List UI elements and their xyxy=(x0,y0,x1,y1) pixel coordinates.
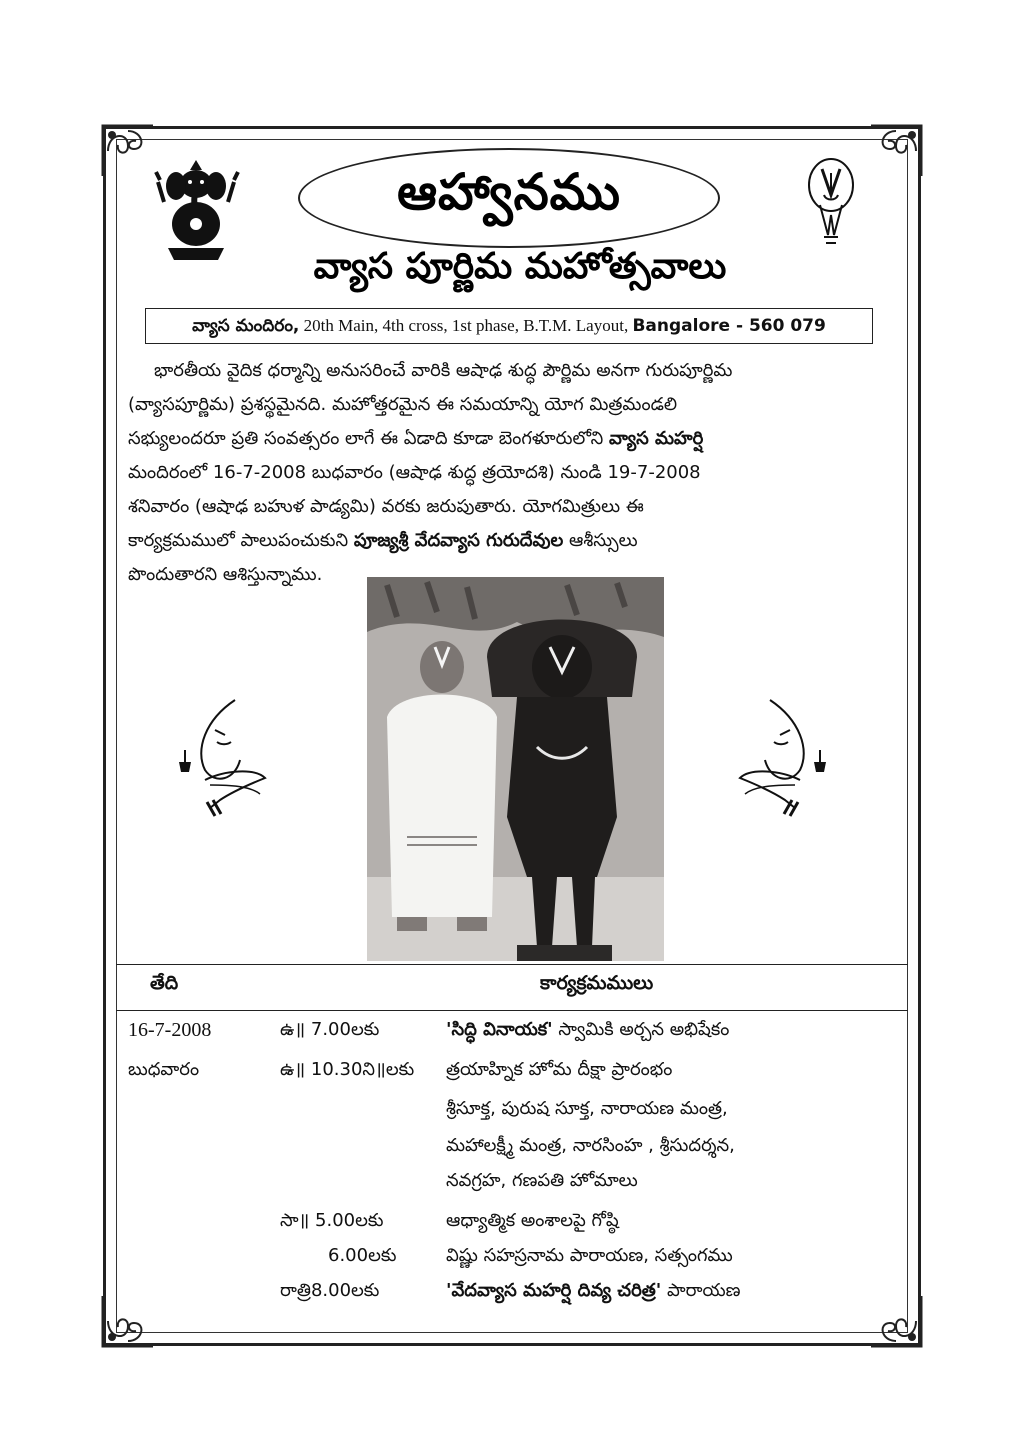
row-program-text: శ్రీసూక్త, పురుష సూక్త, నారాయణ మంత్ర, xyxy=(446,1098,728,1119)
row-time: 6.00లకు xyxy=(328,1245,397,1266)
intro-line: భారతీయ వైదిక ధర్మాన్ని అనుసరించే వారికి ఆషాఢ శుద్ధ పౌర్ణిమ అనగా గురుపూర్ణిమ xyxy=(154,360,733,381)
column-header-date: తేది xyxy=(150,972,179,994)
namaste-hands-icon xyxy=(730,690,840,820)
row-program xyxy=(446,1013,729,1047)
intro-line: (వ్యాసపూర్ణిమ) ప్రశస్థమైనది. మహోత్తరమైన ఈ సమయాన్ని యోగ మిత్రమండలి xyxy=(128,394,678,415)
row-program-text: స్వామికి అర్చన అభిషేకం xyxy=(552,1019,730,1040)
guru-photo xyxy=(367,577,664,961)
column-header-program: కార్యక్రమములు xyxy=(540,972,654,994)
row-program xyxy=(446,1053,672,1087)
table-row xyxy=(128,1013,908,1047)
page-subtitle: వ్యాస పూర్ణిమ మహోత్సవాలు xyxy=(313,246,727,287)
row-program-text: మహాలక్ష్మీ మంత్ర, నారసింహ , శ్రీసుదర్శన, xyxy=(446,1135,735,1156)
address-street: 20th Main, 4th cross, 1st phase, B.T.M. Layout, xyxy=(299,316,633,335)
row-date: 16-7-2008 xyxy=(128,1019,212,1041)
intro-line: మందిరంలో 16-7-2008 బుధవారం (ఆషాఢ శుద్ధ త్రయోదశి) నుండి 19-7-2008 xyxy=(128,462,701,483)
table-row xyxy=(128,1053,908,1087)
intro-paragraph xyxy=(128,354,908,592)
row-date: బుధవారం xyxy=(128,1059,200,1080)
intro-bold: వ్యాస మహర్షి xyxy=(608,428,704,449)
namaste-hands-icon xyxy=(165,690,275,820)
row-program-text: పారాయణ xyxy=(661,1280,741,1301)
intro-text: సభ్యులందరూ ప్రతి సంవత్సరం లాగే ఈ ఏడాది కూడా బెంగళూరులోని xyxy=(128,428,609,449)
corner-ornament-icon xyxy=(866,121,926,181)
address-venue: వ్యాస మందిరం, xyxy=(192,316,300,336)
page-title: ఆహ్వానము xyxy=(397,162,621,221)
intro-line xyxy=(128,422,908,456)
intro-text: కార్యక్రమములో పాలుపంచుకుని xyxy=(128,530,354,551)
table-top-rule xyxy=(116,964,908,965)
table-row xyxy=(128,1204,908,1238)
intro-text: ఆశీస్సులు xyxy=(563,530,638,551)
row-program xyxy=(446,1129,735,1163)
table-row xyxy=(128,1092,908,1126)
title-oval xyxy=(298,148,720,248)
row-program-text: నవగ్రహ, గణపతి హోమాలు xyxy=(446,1170,638,1191)
row-program xyxy=(446,1239,733,1273)
table-row xyxy=(128,1274,908,1308)
row-time: ఉ॥ 7.00లకు xyxy=(280,1019,380,1040)
corner-ornament-icon xyxy=(98,121,158,181)
address-box xyxy=(145,308,873,344)
tilak-emblem-icon xyxy=(800,155,862,250)
table-header-rule xyxy=(116,1010,908,1011)
row-program xyxy=(446,1092,728,1126)
row-program-text: విష్ణు సహస్రనామ పారాయణ, సత్సంగము xyxy=(446,1245,733,1266)
table-row xyxy=(128,1129,908,1163)
row-program-bold: 'వేదవ్యాస మహర్షి దివ్య చరిత్ర' xyxy=(446,1280,662,1301)
intro-line: పొందుతారని ఆశిస్తున్నాము. xyxy=(128,564,323,585)
intro-line: శనివారం (ఆషాఢ బహుళ పాడ్యమి) వరకు జరుపుతారు. యోగమిత్రులు ఈ xyxy=(128,496,644,517)
table-row xyxy=(128,1164,908,1198)
row-time: సా॥ 5.00లకు xyxy=(280,1210,384,1231)
row-program-text: ఆధ్యాత్మిక అంశాలపై గోష్ఠి xyxy=(446,1210,619,1231)
intro-line xyxy=(128,524,908,558)
row-program xyxy=(446,1274,740,1308)
table-row xyxy=(128,1239,908,1273)
row-program-bold: 'సిద్ధి వినాయక' xyxy=(446,1019,553,1040)
row-time: ఉ॥ 10.30ని॥లకు xyxy=(280,1059,415,1080)
row-time: రాత్రి8.00లకు xyxy=(280,1280,380,1301)
row-program xyxy=(446,1164,638,1198)
row-program-text: త్రయాహ్నిక హోమ దీక్షా ప్రారంభం xyxy=(446,1059,673,1080)
row-program xyxy=(446,1204,619,1238)
intro-bold: పూజ్యశ్రీ వేదవ్యాస గురుదేవుల xyxy=(353,530,564,551)
address-city: Bangalore - 560 079 xyxy=(632,316,826,336)
